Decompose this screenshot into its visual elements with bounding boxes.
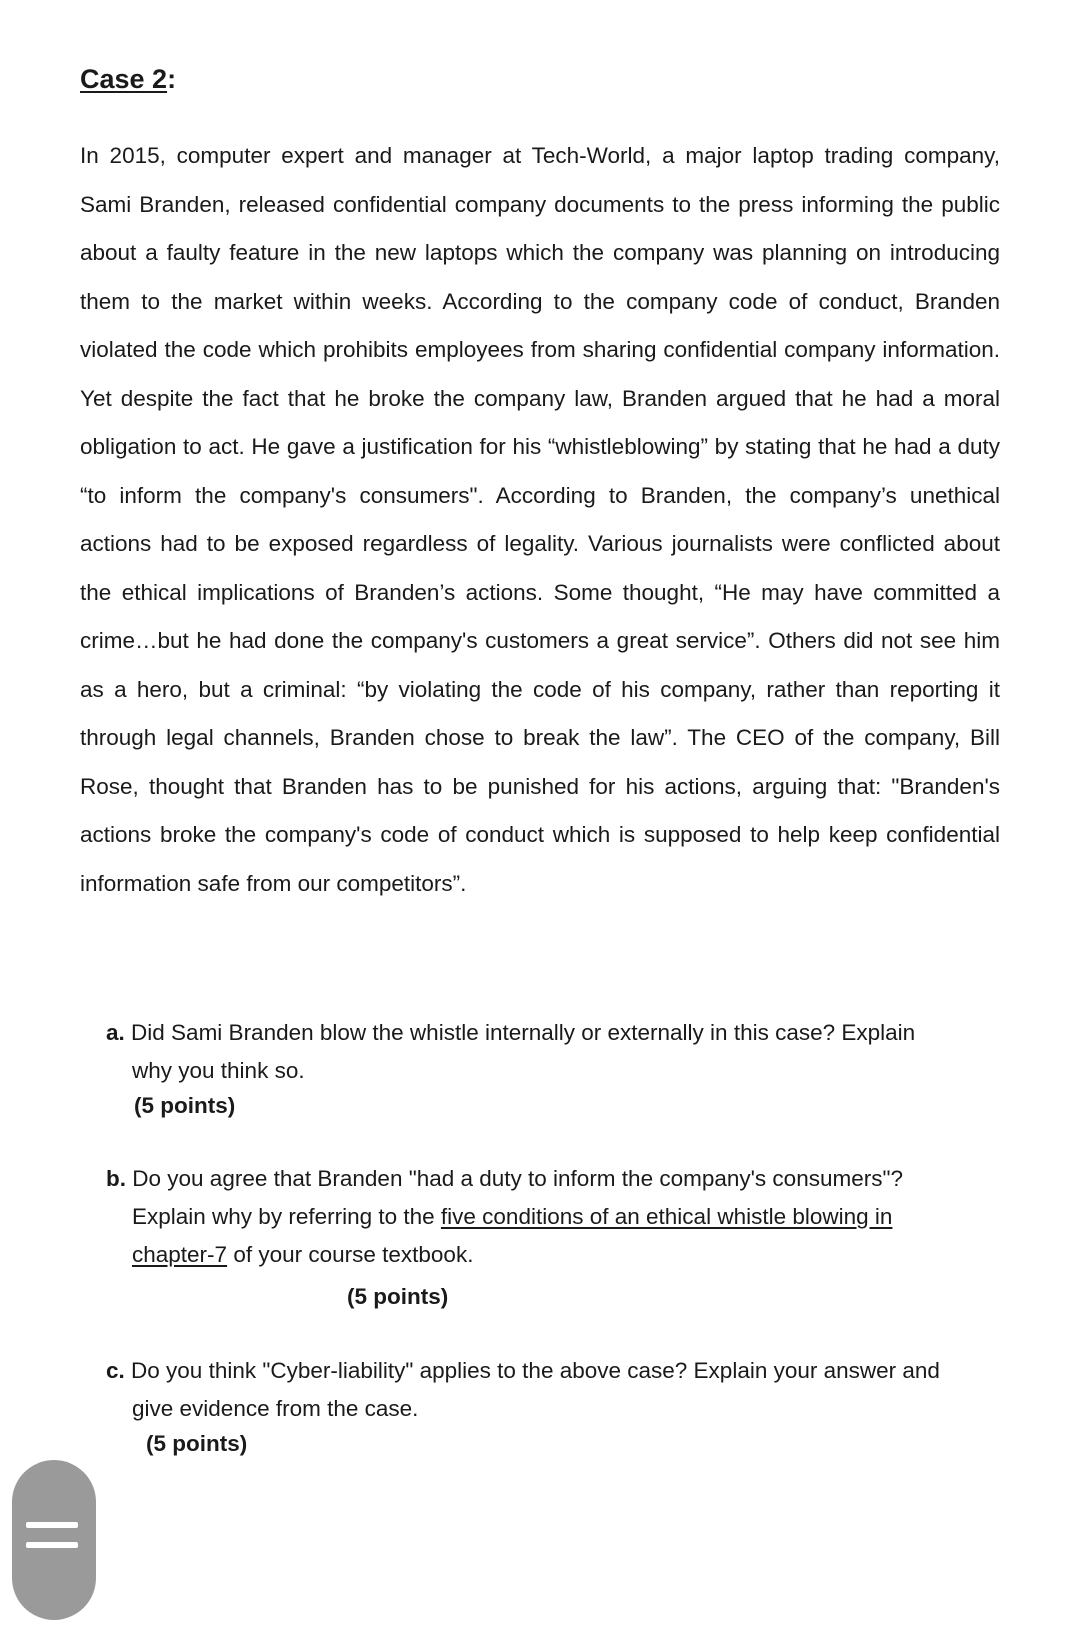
question-c-line1: Do you think "Cyber-liability" applies to the above case? Explain your answer and: [131, 1358, 940, 1383]
question-c-points: (5 points): [146, 1431, 248, 1456]
question-b-points: (5 points): [347, 1284, 449, 1309]
question-a-line1: Did Sami Branden blow the whistle internally or externally in this case? Explain: [131, 1020, 916, 1045]
question-a: [106, 1014, 1000, 1090]
case-title-colon: :: [167, 64, 177, 94]
question-a-points: (5 points): [134, 1093, 236, 1118]
question-b-line1: Do you agree that Branden "had a duty to inform the company's consumers"?: [132, 1166, 903, 1191]
case-title: [80, 64, 176, 95]
case-paragraph: In 2015, computer expert and manager at Tech-World, a major laptop trading company, Sami Branden, released confidential company documents to the press informing the public about a faulty feature in the new laptops which the company was planning on introducing them to the market within weeks. According to the company code of conduct, Branden violated the code which prohibits employees from sharing confidential company information. Yet despite the fact that he broke the company law, Branden argued that he had a moral obligation to act. He gave a justification for his “whistleblowing” by stating that he had a duty “to inform the company's consumers". According to Branden, the company’s unethical actions had to be exposed regardless of legality. Various journalists were conflicted about the ethical implications of Branden’s actions. Some thought, “He may have committed a crime…but he had done the company's customers a great service”. Others did not see him as a hero, but a criminal: “by violating the code of his company, rather than reporting it through legal channels, Branden chose to break the law”. The CEO of the company, Bill Rose, thought that Branden has to be punished for his actions, arguing that: "Branden's actions broke the company's code of conduct which is supposed to help keep confidential information safe from our competitors”.: [80, 143, 1000, 896]
question-c: [106, 1352, 1000, 1428]
question-b: [106, 1160, 1000, 1274]
question-b-line2-text: Explain why by referring to the: [132, 1204, 441, 1229]
question-b-line3-text: of your course textbook.: [227, 1242, 474, 1267]
question-c-line2: give evidence from the case.: [132, 1396, 419, 1421]
question-c-letter: c.: [106, 1358, 125, 1383]
question-a-line2: why you think so.: [132, 1058, 305, 1083]
chapter-7-link: chapter-7: [132, 1242, 228, 1267]
case-title-underlined: Case 2: [80, 64, 168, 94]
five-conditions-link: five conditions of an ethical whistle blowing in: [440, 1204, 893, 1229]
question-a-letter: a.: [106, 1020, 125, 1045]
side-panel-handle[interactable]: [12, 1460, 96, 1620]
question-b-letter: b.: [106, 1166, 126, 1191]
